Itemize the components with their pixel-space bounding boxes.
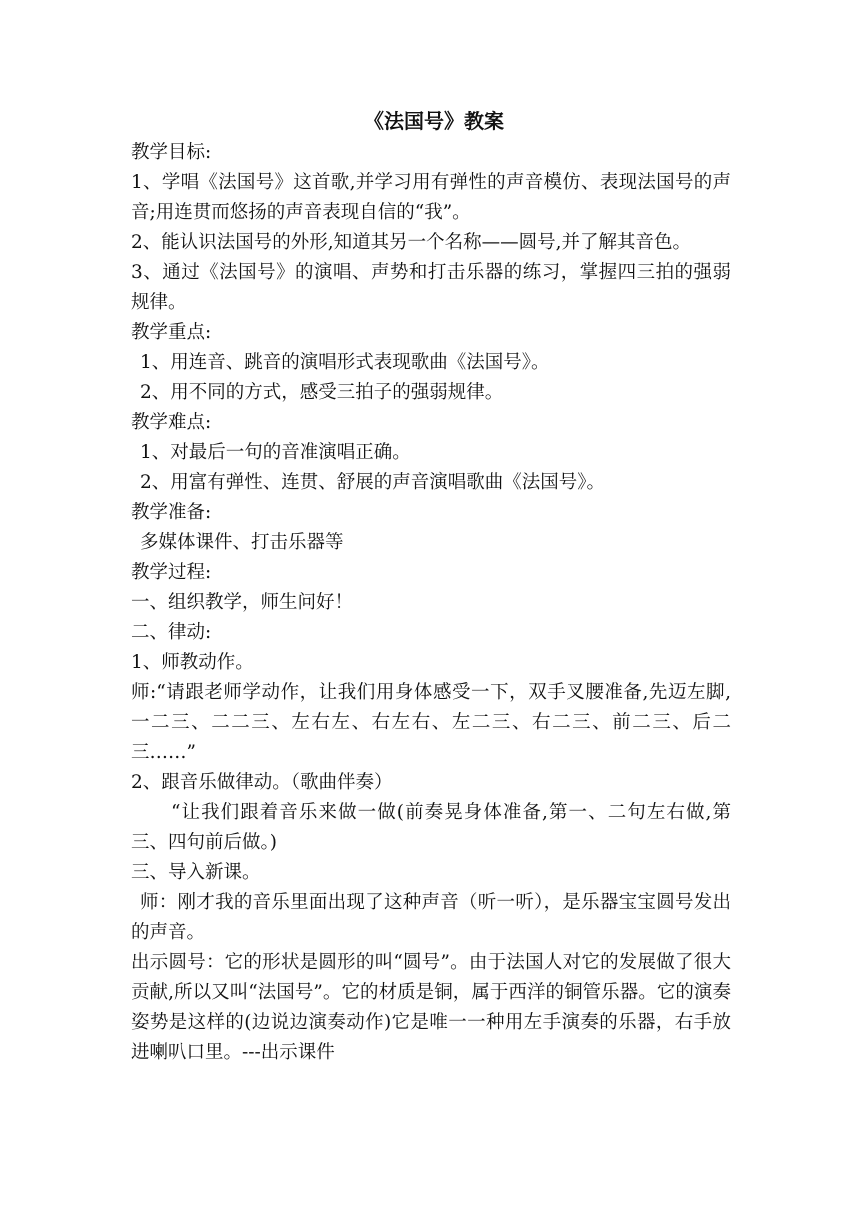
horn-introduction: 出示圆号：它的形状是圆形的叫“圆号”。由于法国人对它的发展做了很大贡献,所以又叫“法国号”。它的材质是铜，属于西洋的铜管乐器。它的演奏姿势是这样的(边说边演奏动作)它是唯一一种用左手演奏的乐器，右手放进喇叭口里。---出示课件	[131, 952, 731, 1063]
section-heading-preparation: 教学准备:	[131, 502, 212, 523]
objective-2: 2、能认识法国号的外形,知道其另一个名称——圆号,并了解其音色。	[131, 232, 692, 253]
difficulty-2: 2、用富有弹性、连贯、舒展的声音演唱歌曲《法国号》。	[140, 472, 606, 493]
document-body	[131, 104, 731, 1068]
document-title: 《法国号》教案	[364, 109, 504, 133]
teacher-speech-3: 师：刚才我的音乐里面出现了这种声音（听一听），是乐器宝宝圆号发出的声音。	[131, 892, 731, 943]
section-heading-key-points: 教学重点:	[131, 322, 212, 343]
section-heading-process: 教学过程:	[131, 562, 212, 583]
process-substep-1: 1、师教动作。	[131, 652, 254, 673]
key-point-1: 1、用连音、跳音的演唱形式表现歌曲《法国号》。	[140, 352, 550, 373]
section-heading-objectives: 教学目标:	[131, 142, 212, 163]
process-step-1: 一、组织教学，师生问好！	[131, 592, 354, 613]
key-point-2: 2、用不同的方式，感受三拍子的强弱规律。	[140, 382, 504, 403]
teacher-speech-2: “让我们跟着音乐来做一做(前奏晃身体准备,第一、二句左右做,第三、四句前后做。)	[131, 802, 731, 853]
process-step-2: 二、律动:	[131, 622, 212, 643]
process-step-3: 三、导入新课。	[131, 862, 261, 883]
objective-1: 1、学唱《法国号》这首歌,并学习用有弹性的声音模仿、表现法国号的声音;用连贯而悠扬的声音表现自信的“我”。	[131, 172, 731, 223]
process-substep-2: 2、跟音乐做律动。（歌曲伴奏）	[131, 772, 393, 793]
teacher-speech-1: 师:“请跟老师学动作，让我们用身体感受一下，双手叉腰准备,先迈左脚,一二三、二二三、左右左、右左右、左二三、右二三、前二三、后二三……”	[131, 682, 731, 763]
difficulty-1: 1、对最后一句的音准演唱正确。	[140, 442, 411, 463]
preparation-items: 多媒体课件、打击乐器等	[140, 532, 344, 553]
objective-3: 3、通过《法国号》的演唱、声势和打击乐器的练习，掌握四三拍的强弱规律。	[131, 262, 731, 313]
section-heading-difficulties: 教学难点:	[131, 412, 212, 433]
